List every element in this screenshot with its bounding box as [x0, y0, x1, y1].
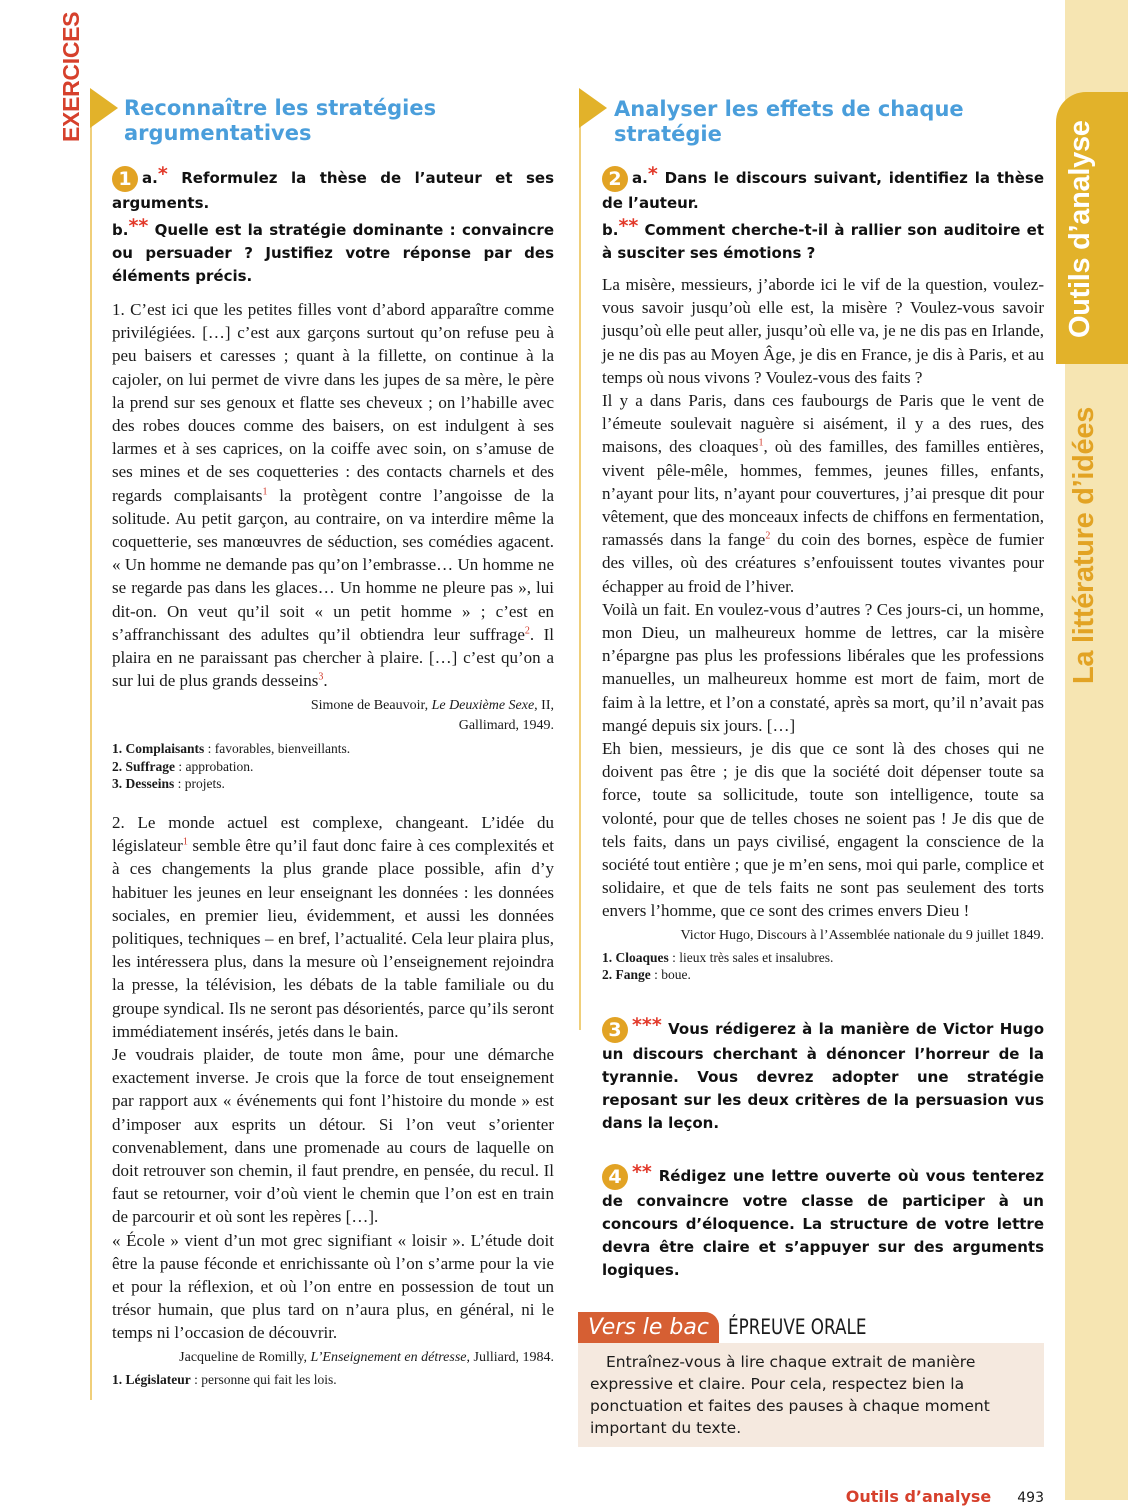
exercise-number: 2	[602, 166, 628, 192]
publisher: Gallimard, 1949.	[458, 718, 554, 734]
footnotes-3	[602, 949, 1044, 984]
difficulty-stars: ***	[632, 1013, 662, 1036]
term: 2. Suffrage	[112, 758, 175, 774]
footnote	[602, 966, 1044, 984]
bac-title: ÉPREUVE ORALE	[728, 1315, 867, 1340]
footnote-ref: 2	[524, 625, 530, 637]
footer	[602, 1487, 1044, 1506]
footnote	[602, 949, 1044, 967]
work-title: Le Deuxième Sexe	[431, 698, 535, 714]
def: : boue.	[650, 967, 691, 983]
exercise-number: 1	[112, 166, 138, 192]
exercise-1	[112, 163, 554, 288]
exercise-number: 3	[602, 1017, 628, 1043]
text: , où des familles, des familles entières, vivent pêle-mêle, hommes, femmes, jeunes filles, enfants, n’ayant pour lits, n’ayant pour couvertures, j’ai presque dit pour vêtement, que des monceaux infects de chiffons en fermentation, ramassés dans la fange	[602, 437, 1044, 550]
vers-le-bac-tag: Vers le bac	[578, 1312, 719, 1343]
term: 1. Complaisants	[112, 741, 205, 757]
footnote	[112, 740, 554, 758]
text: Il y a dans Paris, dans ces faubourgs de Paris que le vent de l’émeute soulevait naguère si aisément, il y a des rues, des maisons, des cloaques	[602, 391, 1044, 457]
source-rest: , II,	[534, 698, 554, 714]
bac-header	[588, 1312, 1044, 1343]
section-title-right: Analyser les effets de chaque stratégie	[614, 97, 964, 146]
question: Vous rédigerez à la manière de Victor Hugo un discours cherchant à dénoncer l’horreur de la tyrannie. Vous devrez adopter une stratégie reposant sur les deux critères de la persuasion vus dans la leçon.	[602, 1019, 1044, 1132]
bac-box	[578, 1343, 1044, 1447]
term: 3. Desseins	[112, 776, 175, 792]
paragraph: La misère, messieurs, j’aborde ici le vif de la question, voulez-vous savoir jusqu’où elle est, la misère ? Voulez-vous savoir jusqu’où elle peut aller, jusqu’où elle va, je ne dis pas en Irlande, je ne dis pas au Moyen Âge, je dis en France, je dis à Paris, et au temps où nous vivons ? Voulez-vous des faits ?	[602, 275, 1044, 387]
source-romilly	[112, 1348, 554, 1368]
text: 1. C’est ici que les petites filles vont d’abord apparaître comme privilégiées. […] c’est aux garçons surtout qu’on refuse peu à peu baisers et caresses ; quant à la fillette, on continue à la cajoler, on lui permet de vivre dans les jupes de sa mère, le père la prend sur ses genoux et flatte ses cheveux ; on l’habille avec des robes douces comme des baisers, on est indulgent à ses larmes et à ses caprices, on la coiffe avec soin, on s’amuse de ses mines et de ses coquetteries : des contacts charnels et des regards complaisants	[112, 300, 554, 505]
author: Simone de Beauvoir,	[310, 698, 432, 714]
question-a: Reformulez la thèse de l’auteur et ses arguments.	[112, 169, 554, 212]
difficulty-stars: *	[157, 163, 168, 185]
page-number: 493	[1017, 1489, 1044, 1506]
question-b: Quelle est la stratégie dominante : convaincre ou persuader ? Justifiez votre réponse par des éléments précis.	[112, 221, 554, 285]
side-tab-label: Outils d’analyse	[1064, 120, 1096, 338]
def: : lieux très sales et insalubres.	[668, 949, 834, 965]
right-column	[588, 97, 1044, 1506]
term: 1. Législateur	[112, 1371, 191, 1387]
footnote-ref: 1	[182, 836, 188, 848]
difficulty-stars: **	[128, 215, 149, 237]
text: du coin des bornes, espèce de fumier des villes, où des créatures s’enfouissent toutes vivantes pour échapper au froid de l’hiver.	[602, 530, 1044, 596]
def: : approbation.	[175, 758, 254, 774]
exercices-label: EXERCICES	[58, 11, 84, 142]
question: Rédigez une lettre ouverte où vous tenterez de convaincre votre classe de participer à un concours d’éloquence. La structure de votre lettre devra être claire et s’appuyer sur des arguments logiques.	[602, 1166, 1044, 1279]
text: 2. Le monde actuel est complexe, changeant. L’idée du législateur	[112, 812, 554, 856]
paragraph: Eh bien, messieurs, je dis que ce sont là des choses qui ne doivent pas être ; je dis que la société doit dépenser toute sa force, toute sa sollicitude, toute son intelligence, toute sa volonté, pour que de telles choses ne soient pas ! Je dis que de tels faits, dans un pays civilisé, engagent la conscience de la société tout entière ; que je m’en sens, moi qui parle, complice et solidaire, et que de tels faits ne sont pas seulement des torts envers l’homme, que ce sont des crimes envers Dieu !	[602, 739, 1044, 921]
chapter-label: La littérature d’idées	[1068, 406, 1100, 684]
difficulty-stars: *	[647, 163, 658, 185]
footnotes-2	[112, 1371, 554, 1389]
exercise-2	[602, 163, 1044, 265]
footnote-ref: 2	[765, 530, 771, 542]
question-b: Comment cherche-t-il à rallier son auditoire et à susciter ses émotions ?	[602, 221, 1044, 262]
text: .	[323, 671, 328, 691]
difficulty-stars: **	[632, 1160, 652, 1183]
footnote-ref: 1	[758, 437, 764, 449]
exercise-3	[602, 1014, 1044, 1135]
bac-text: Entraînez-vous à lire chaque extrait de manière expressive et claire. Pour cela, respectez bien la ponctuation et faites des pauses à chaque moment important du texte.	[590, 1352, 990, 1437]
paragraph: Je voudrais plaider, de toute mon âme, pour une démarche exactement inverse. Je crois que la force de tout enseignement par rapport aux « événements qui font l’histoire du monde » est d’imposer aux esprits un détour. Si l’on veut s’orienter convenablement, dans une promenade au cours de laquelle on doit retrouver son chemin, il faut prendre, en pensée, du recul. Il faut se retourner, voir d’où vient le chemin que l’on est en train de parcourir et où sont les repères […].	[112, 1044, 554, 1227]
text-hugo	[602, 273, 1044, 923]
question-a: Dans le discours suivant, identifiez la thèse de l’auteur.	[602, 169, 1044, 212]
source-hugo: Victor Hugo, Discours à l’Assemblée nationale du 9 juillet 1849.	[680, 927, 1044, 943]
footnote-ref: 3	[318, 671, 324, 683]
footnotes-1	[112, 740, 554, 793]
label: b.	[112, 221, 129, 239]
left-column	[112, 96, 554, 1388]
title-line: argumentatives	[124, 121, 312, 145]
paragraph: Voilà un fait. En voulez-vous d’autres ? Ces jours-ci, un homme, mon Dieu, un malheureux homme de lettres, car la misère n’épargne pas plus les professions libérales que les professions manuelles, un malheureux homme est mort de faim, mort de faim à la lettre, et l’on a constaté, après sa mort, qu’il n’avait pas mangé depuis six jours. […]	[602, 599, 1044, 735]
text-romilly	[112, 811, 554, 1345]
label: b.	[602, 221, 619, 239]
def: : projets.	[174, 776, 225, 792]
paragraph: « École » vient d’un mot grec signifiant « loisir ». L’étude doit être la pause féconde et enrichissante où l’on s’arme pour la vie et pour la réflexion, et où l’on entre en possession de tout un trésor humain, que plus tard on n’aura plus, en général, ni le temps ni l’occasion de découvrir.	[112, 1230, 554, 1343]
footnote-ref: 1	[262, 485, 268, 497]
term: 1. Cloaques	[602, 949, 669, 965]
author: Jacqueline de Romilly,	[179, 1349, 311, 1365]
footnote	[112, 1371, 554, 1389]
exercise-number: 4	[602, 1164, 628, 1190]
text: la protègent contre l’angoisse de la solitude. Au petit garçon, au contraire, on va interdire même la coquetterie, ses manœuvres de séduction, ses comédies agacent. « Un homme ne demande pas qu’on l’embrasse… Un homme ne se regarde pas dans les glaces… Un homme ne pleure pas », lui dit-on. On veut qu’il soit « un petit homme » ; c’est en s’affranchissant des adultes qu’il obtiendra leur suffrage	[112, 485, 555, 644]
source-rest: , Julliard, 1984.	[466, 1349, 554, 1365]
right-divider	[579, 110, 581, 1030]
exercise-4	[602, 1161, 1044, 1282]
source-beauvoir	[112, 696, 554, 736]
text: semble être qu’il faut donc faire à ces complexités et à ces changements la plus grande place possible, afin d’y habituer les jeunes en leur enseignant les données : les données sociales, en premier lieu, évidemment, et aussi les données politiques, techniques – en bref, l’actualité. Cela leur plaira plus, les intéressera plus, dans la mesure où l’enseignement rejoindra la presse, la télévision, les débats de la table familiale ou du groupe syndical. Ils ne seront pas désorientés, parce qu’ils seront immédiatement insérés, jetés dans le bain.	[112, 836, 554, 1041]
label: a.	[632, 169, 648, 187]
section-title-left	[124, 96, 554, 146]
text-beauvoir	[112, 298, 554, 692]
def: : personne qui fait les lois.	[190, 1371, 337, 1387]
label: a.	[142, 169, 158, 187]
text: . Il plaira en ne paraissant pas chercher à plaire. […] c’est qu’on a sur lui de plus grands desseins	[112, 624, 555, 691]
footnote	[112, 758, 554, 776]
left-divider	[90, 110, 92, 1400]
footnote	[112, 775, 554, 793]
difficulty-stars: **	[618, 215, 639, 237]
title-line: Reconnaître les stratégies	[124, 96, 437, 120]
def: : favorables, bienveillants.	[204, 741, 351, 757]
footer-section: Outils d’analyse	[845, 1486, 992, 1506]
term: 2. Fange	[602, 967, 651, 983]
work-title: L’Enseignement en détresse	[310, 1349, 467, 1365]
